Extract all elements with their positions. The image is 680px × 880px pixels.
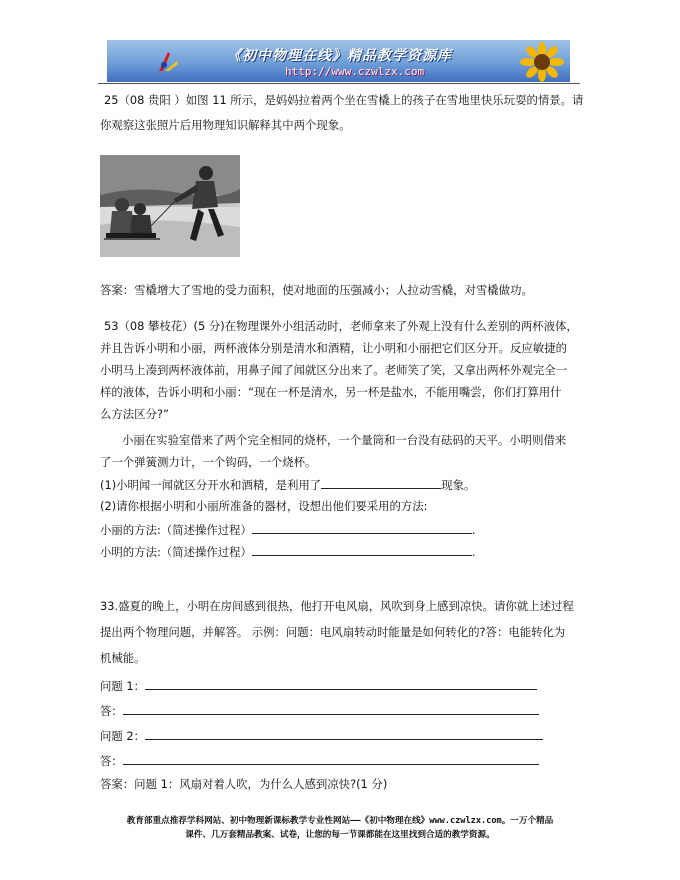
q53-sub2: (2)请你根据小明和小丽所准备的器材，设想出他们要采用的方法:: [100, 499, 428, 513]
q33-question-2-label: 问题 2：: [100, 729, 146, 743]
q33-answer-2: [100, 752, 539, 769]
xiaoming-method: [100, 543, 476, 560]
xiaoming-method-label: 小明的方法:（简述操作过程）: [100, 545, 252, 559]
q33-answer-text: 答案：问题 1：风扇对着人吹，为什么人感到凉快?(1 分): [100, 777, 388, 791]
header-divider: [98, 83, 580, 84]
xiaoli-method-blank[interactable]: [252, 521, 472, 534]
q33-question-1: [100, 677, 537, 694]
xiaoli-method-label: 小丽的方法:（简述操作过程）: [100, 523, 252, 537]
header-url: http://www.czwlzx.com: [285, 65, 425, 78]
q33-answer-1-label: 答：: [100, 704, 123, 718]
xiaoli-method: [100, 521, 476, 538]
q33-question-2: [100, 727, 543, 744]
xiaoming-method-period: .: [471, 545, 476, 559]
q33-line-3: 机械能。: [100, 651, 146, 665]
footer-line-2: 课件、几万套精品教案、试卷，让您的每一节课都能在这里找到合适的教学资源。: [185, 830, 495, 840]
q33-line-1: 33.盛夏的晚上，小明在房间感到很热，他打开电风扇，风吹到身上感到凉快。请你就上述过程: [100, 599, 574, 613]
q25-answer: 答案：雪橇增大了雪地的受力面积，使对地面的压强减小；人拉动雪橇，对雪橇做功。: [100, 283, 533, 297]
site-logo-icon: [155, 49, 181, 75]
q33-answer-1: [100, 702, 539, 719]
q53-para2-line-1: 小丽在实验室借来了两个完全相同的烧杯，一个量筒和一台没有砝码的天平。小明则借来: [122, 433, 567, 447]
footer-line-1: 教育部重点推荐学科网站、初中物理新课标教学专业性网站——《初中物理在线》www.czwlzx.com。一万个精品: [126, 816, 554, 826]
q33-question-1-blank[interactable]: [145, 677, 537, 690]
q53-para1-line-1: 53（08 攀枝花）(5 分)在物理课外小组活动时，老师拿来了外观上没有什么差别的两杯液体，: [104, 319, 578, 333]
q53-para1-line-2: 并且告诉小明和小丽，两杯液体分别是清水和酒精，让小明和小丽把它们区分开。反应敏捷的: [100, 341, 568, 355]
q33-line-2: 提出两个物理问题，并解答。 示例：问题：电风扇转动时能量是如何转化的?答：电能转化为: [100, 625, 566, 639]
q33-answer-2-label: 答：: [100, 754, 123, 768]
sled-photo: [100, 155, 240, 257]
q33-answer-1-blank[interactable]: [123, 702, 539, 715]
header-title: 《初中物理在线》精品教学资源库: [227, 48, 452, 64]
xiaoli-method-period: .: [471, 523, 476, 537]
q25-line-1: 25（08 贵阳 ）如图 11 所示，是妈妈拉着两个坐在雪橇上的孩子在雪地里快乐玩耍的情景。请: [104, 93, 584, 107]
q33-question-2-blank[interactable]: [145, 727, 543, 740]
q53-sub1: [100, 476, 475, 493]
q53-para1-line-4: 样的液体，告诉小明和小丽：“现在一杯是清水，另一杯是盐水，不能用嘴尝，你们打算用什: [100, 385, 562, 399]
header-banner: [107, 40, 570, 82]
q53-para1-line-3: 小明马上凑到两杯液体前，用鼻子闻了闻就区分出来了。老师笑了笑，又拿出两杯外观完全一: [100, 363, 568, 377]
q53-sub1-suffix: 现象。: [441, 478, 476, 492]
q53-para2-line-2: 了一个弹簧测力计，一个钩码，一个烧杯。: [100, 455, 317, 469]
xiaoming-method-blank[interactable]: [252, 543, 472, 556]
q53-para1-line-5: 么方法区分?”: [100, 407, 169, 421]
sunflower-icon: [520, 42, 564, 82]
q33-question-1-label: 问题 1：: [100, 679, 146, 693]
q25-line-2: 你观察这张照片后用物理知识解释其中两个现象。: [100, 118, 351, 132]
q53-sub1-prefix: (1)小明闻一闻就区分开水和酒精，是利用了: [100, 478, 322, 492]
q53-sub1-blank[interactable]: [321, 476, 441, 489]
q33-answer-2-blank[interactable]: [123, 752, 539, 765]
